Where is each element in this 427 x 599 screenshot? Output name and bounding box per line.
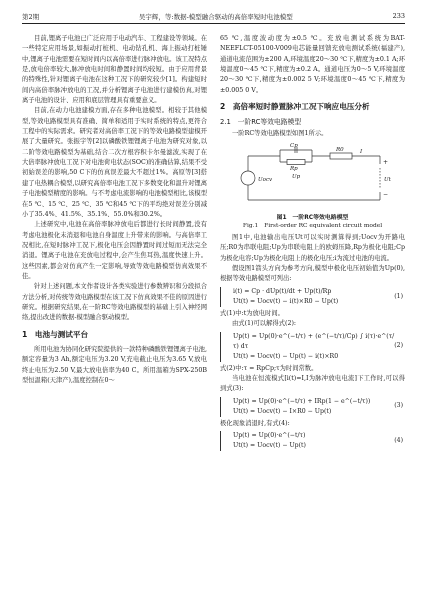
paragraph: 一阶RC等效电路模型如图1所示。 xyxy=(232,129,328,137)
paragraph: 式(1)中:t为放电时间。 xyxy=(220,309,284,317)
equation-line: Up(t) = Up(0)·e^(−t/τ) + IRp(1 − e^(−t/τ)) xyxy=(233,397,371,405)
paragraph: 上述研究中,电池在高倍率脉冲放电后都进行长时间静置,没有考虑电池极化未消退和电池自身温度上升带来的影响。与高倍率工况相比,在短时脉冲工况下,极化电压会因静置时间过短而无法完全消退。锂离子电池在充放电过程中,会产生焦耳热,温度快速上升。这些因素,都会对仿真产生一定影响,导致等效电路模型仿真效果不佳。 xyxy=(22,221,207,280)
equation-line: Up(t) = Up(0)·e^(−t/τ) xyxy=(233,431,306,439)
equation-number: (2) xyxy=(394,342,403,350)
label-ut: Ut xyxy=(384,177,391,184)
label-r0: R0 xyxy=(336,147,344,154)
subsection-heading: 2.1 一阶RC等效电路模型 xyxy=(220,118,302,127)
paragraph: 当电池在恒流模式[i(t)=I,I为脉冲放电电流]下工作时,可以得到式(3): xyxy=(220,374,405,393)
equation-line: Ut(t) = Uocv(t) − i(t)×R0 − Up(t) xyxy=(233,297,339,305)
equation-line: Ut(t) = Uocv(t) − Up(t) xyxy=(233,441,306,449)
paragraph: 针对上述问题,本文作者设计各类实验进行参数辨识和分段拟合方法分析,对传统等效电路模型在该工况下仿真效果不佳的原因进行研究。根据研究结果,在一阶RC等效电路模型的基础上引入神经网络,提出改进的数据-模型融合驱动模型。 xyxy=(22,283,207,322)
equation-line: Ut(t) = Uocv(t) − Up(t) − i(t)×R0 xyxy=(233,352,339,360)
equation-line: Up(t) = Up(0)·e^(−t/τ) + (e^(−t/τ)/Cp) ∫ i(τ)·e^(τ/τ) dτ xyxy=(233,332,395,350)
left-column xyxy=(22,34,207,386)
paragraph: 图1中,电池输出电压Ut可以实时测算得到;Uocv为开路电压;R0为串联电阻;Up为串联电阻上的欧姆压降,Rp为极化电阻;Cp为极化电容;Up为极化电阻上的极化电压;i为流过电池的电流。 xyxy=(220,234,405,262)
label-plus: + xyxy=(383,159,389,167)
paragraph: 65 ℃,温度波动度为±0.5 ℃。充放电测试系统为BAT-NEEFLCT-05100-V009电芯能量回馈充放电测试系统(福建产),通道电流范围为±200 A,环境温度20～30 ℃下,精度为±0.1 A;环境温度0～45 ℃下,精度为±0.2 A。通道电压为0～5 V,环境温度20～30 ℃下,精度为±0.002 5 V;环境温度0～45 ℃下,精度为±0.005 0 V。 xyxy=(220,35,405,94)
paragraph: 目前,锂离子电池已广泛应用于电动汽车、工程建设等领域。在一些特定应用场景,如振动打桩机、电动钻孔机、海上振动打桩锤中,锂离子电池需要在短时间内以高倍率进行脉冲放电。该工况特点是,放电倍率较大,脉冲放电时间和静置时间均较短。由于应用背景的特殊性,针对锂离子电池在这种工况下的研究较少[1]。构建短时间内高倍率脉冲放电的工况,并分析锂离子电池进行建模仿真,对锂离子电池的设计、应用和底层管理具有重要意义。 xyxy=(22,35,207,105)
figure-circuit xyxy=(220,142,405,214)
equation-1 xyxy=(220,287,405,307)
equation-2 xyxy=(220,332,405,362)
section-heading: 1 电池与测试平台 xyxy=(22,329,89,339)
running-header xyxy=(22,10,405,22)
page-number: 233 xyxy=(392,12,405,20)
paragraph: 所用电池为协同化研究院提供的一款特种磷酸铁锂锂离子电池,额定容量为3 Ah,额定电压为3.20 V,充电截止电压为3.65 V,放电终止电压为2.50 V,最大放电倍率为40 C。所用温箱为SPX-250B型恒温箱(天津产),温度控制在0～ xyxy=(22,345,207,384)
issue-label: 第2期 xyxy=(22,12,40,21)
figure-caption-zh: 图1 一阶RC等效电路模型 xyxy=(276,215,349,222)
equation-4 xyxy=(220,431,405,451)
equation-number: (3) xyxy=(394,402,403,410)
paragraph: 假设图1箭头方向为参考方向,模型中极化电压初始值为Up(0),根据等效电路模型可列出: xyxy=(220,265,405,283)
label-minus: − xyxy=(383,191,389,199)
label-up: Up xyxy=(292,174,301,181)
running-title: 吴宇辉，等:数据-模型融合驱动的高倍率短时电池模型 xyxy=(138,12,293,21)
equation-line: i(t) = Cp · dUp(t)/dt + Up(t)/Rp xyxy=(233,287,332,295)
paragraph: 极化现象消退时,有式(4): xyxy=(220,419,290,427)
equation-3 xyxy=(220,397,405,417)
figure-caption-en: Fig.1 First-order RC equivalent circuit model xyxy=(242,223,383,230)
equation-number: (1) xyxy=(394,292,403,300)
header-rule xyxy=(22,23,405,24)
label-current: I xyxy=(360,149,363,156)
label-cp: Cp xyxy=(290,143,298,150)
circuit-diagram xyxy=(220,142,405,214)
equation-line: Ut(t) = Uocv(t) − I×R0 − Up(t) xyxy=(233,407,332,415)
label-rp: Rp xyxy=(290,166,298,173)
label-ocv: Uocv xyxy=(258,177,273,184)
section-heading: 2 高倍率短时静置脉冲工况下响应电压分析 xyxy=(220,102,370,112)
paragraph: 式(2)中:τ = RpCp;τ为时间常数。 xyxy=(220,364,318,372)
right-column xyxy=(220,34,405,453)
equation-number: (4) xyxy=(394,436,403,444)
paragraph: 由式(1)可以解得式(2): xyxy=(232,320,297,328)
paragraph: 目前,在动力电池建模方面,存在多种电池模型。相较于其他模型,等效电路模型具有准确、简单和适用于实时系统的特点,更符合工程中的实际需求。研究者对高倍率工况下的等效电路模型建模开展了大量研究。张振宇等[2]以磷酸铁锂锂离子电池为研究对象,以二阶等效电路模型为基础,结合二次方根容积卡尔曼滤波,实现了在大倍率脉冲放电工况下对电池荷电状态(SOC)的准确估算,结果不受初始误差的影响,50 C下的仿真误差最大不超过1%。高原等[3]搭建了电热耦合模型,以研究高倍率电池工况下多数变化和温升对锂离子电池模型精度的影响。与不考虑电流影响的电池模型相比,该模型在5 ℃、15 ℃、25 ℃、35 ℃和45 ℃下的平均绝对误差分别减小了35.4%、41.5%、35.1%、55.0%和30.2%。 xyxy=(22,107,207,218)
